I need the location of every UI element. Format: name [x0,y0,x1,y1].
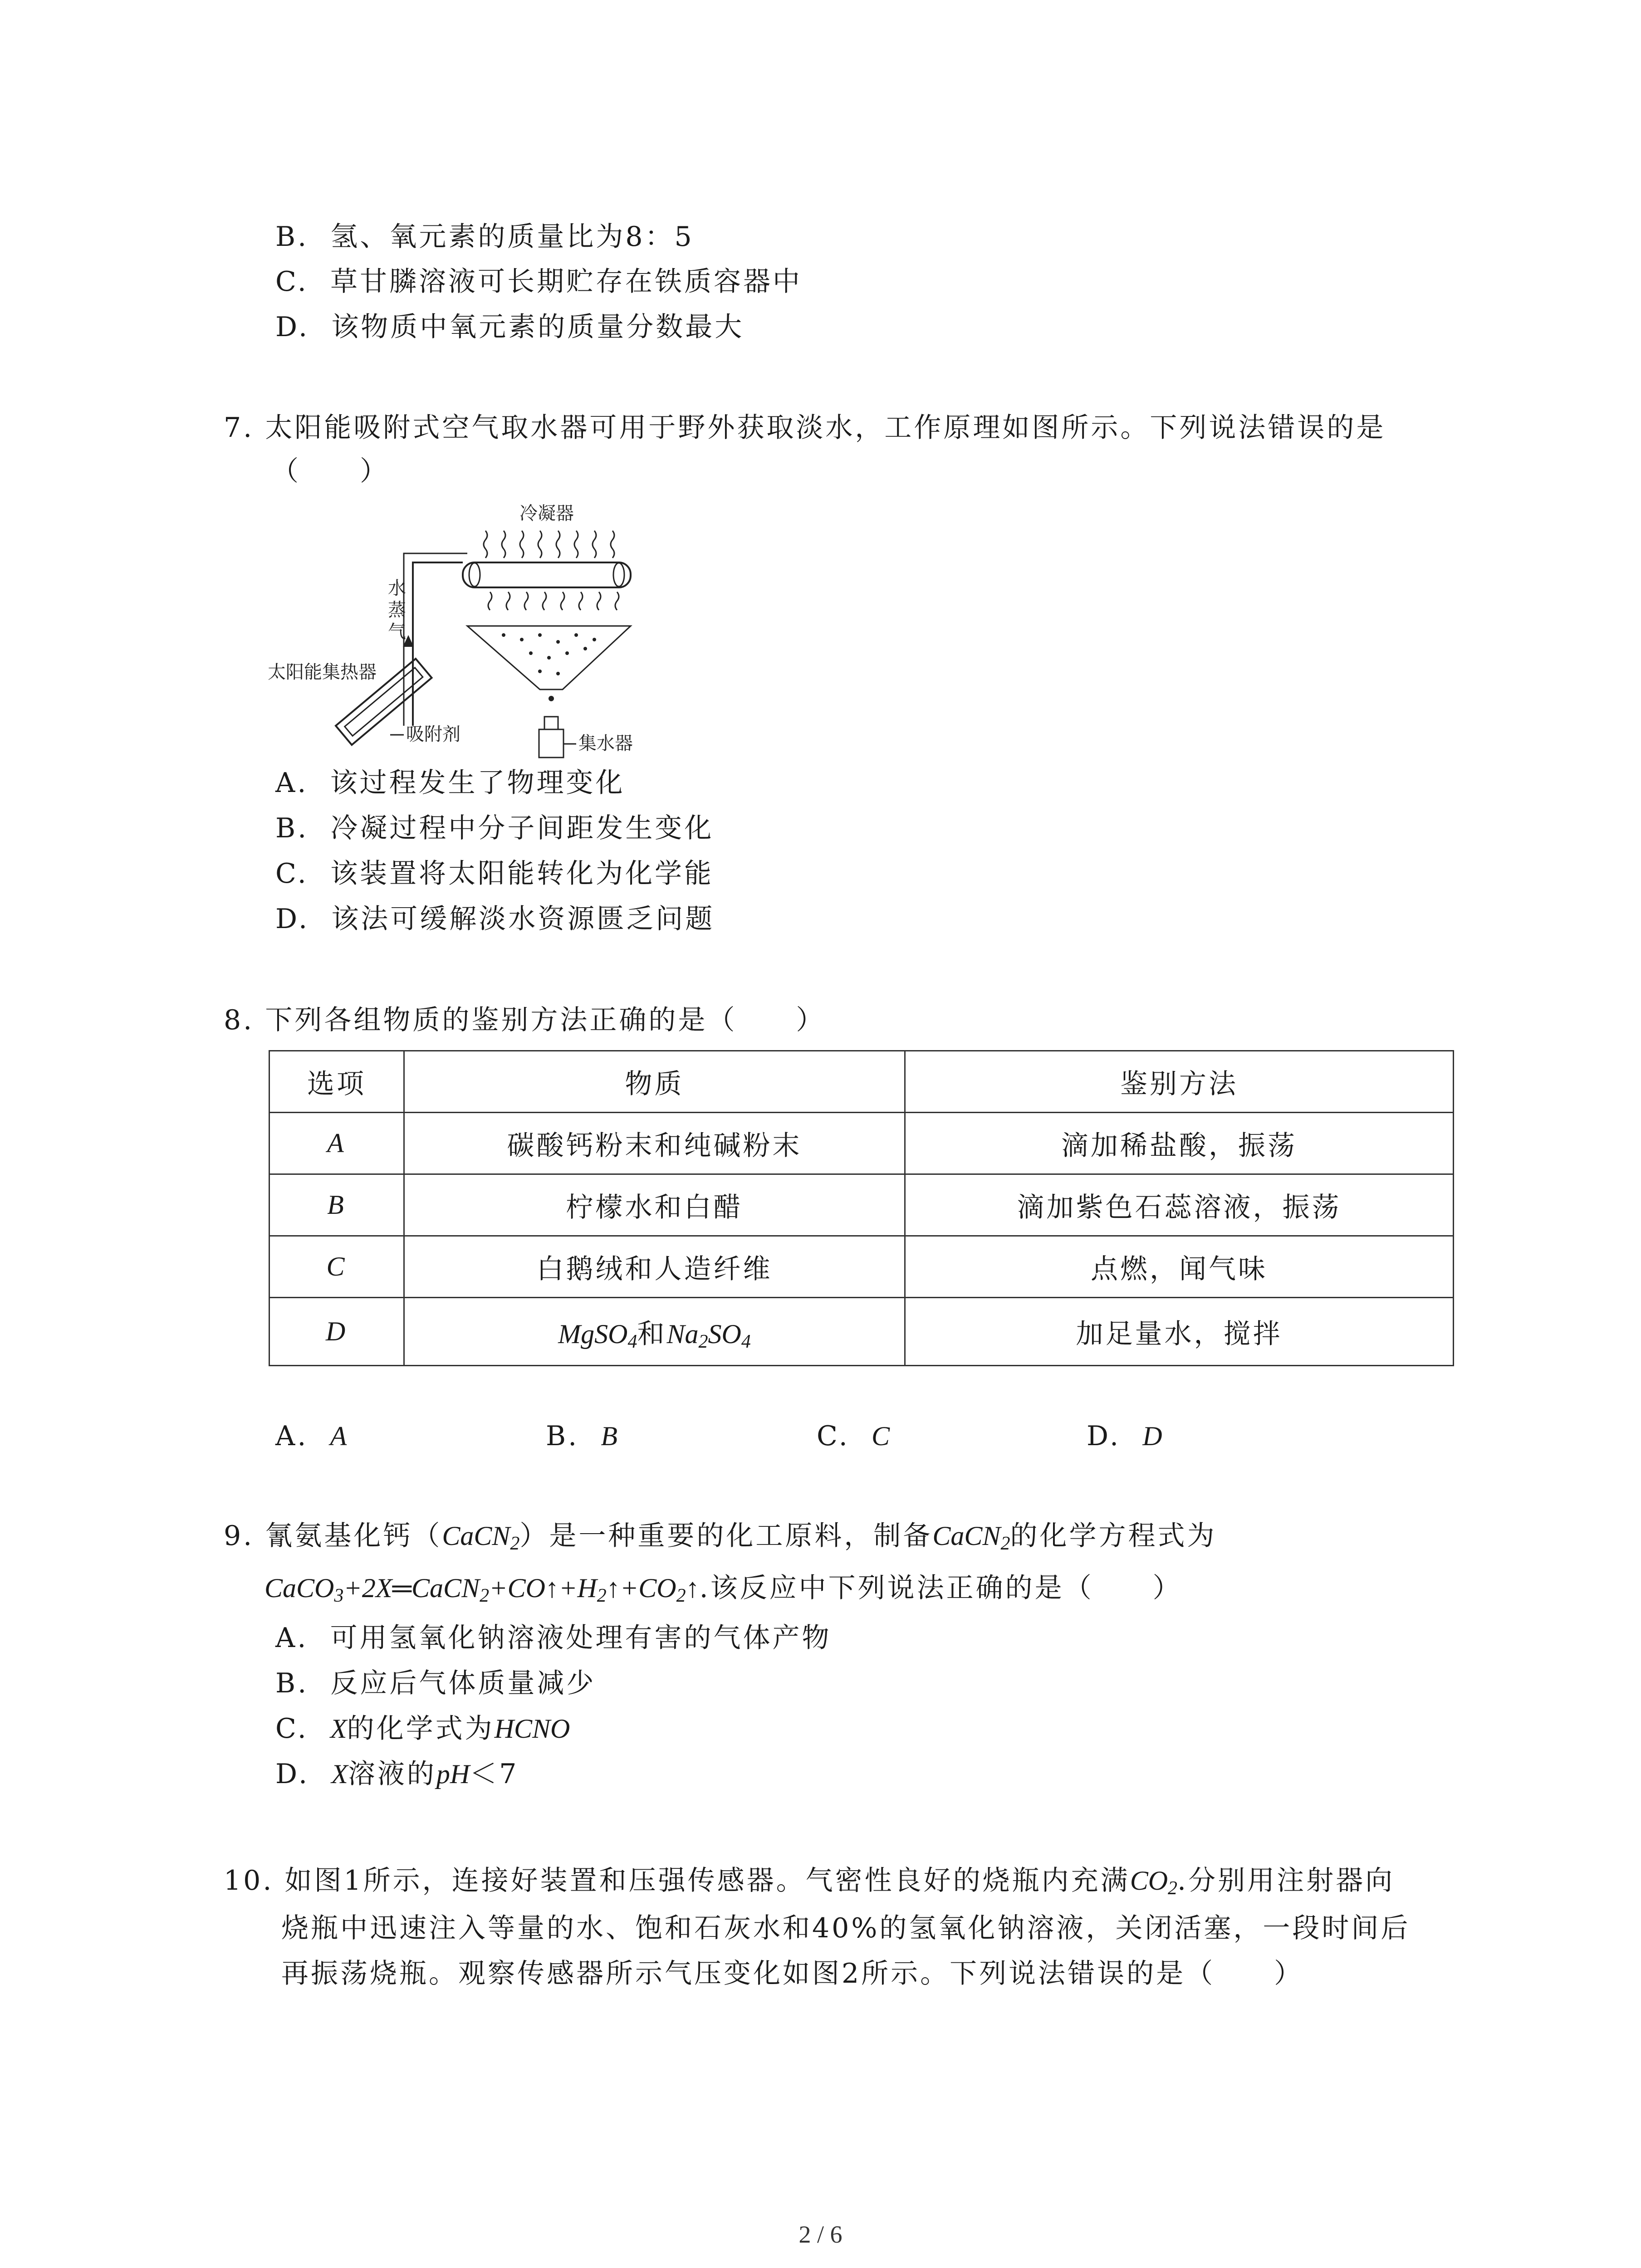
cell-option: A [269,1113,404,1174]
cell-substance: 碳酸钙粉末和纯碱粉末 [404,1113,905,1174]
water-collector-label: 集水器 [578,733,633,754]
q6-option-d: D. 该物质中氧元素的质量分数最大 [275,311,745,343]
table-row [269,1113,1454,1174]
q7-stem-line2: （ ） [271,455,389,487]
cell-option: B [269,1174,404,1236]
cell-substance: 白鹅绒和人造纤维 [404,1236,905,1298]
q9-option-b: B. 反应后气体质量减少 [275,1667,596,1699]
table-row [269,1298,1454,1366]
cell-method: 点燃，闻气味 [905,1236,1454,1298]
cell-method: 滴加紫色石蕊溶液，振荡 [905,1174,1454,1236]
q8-choice-a: A. A [275,1420,347,1452]
q9-option-d: D. X溶液的pH＜7 [275,1758,519,1790]
solar-collector-label: 太阳能集热器 [268,662,377,683]
q7-option-b: B. 冷凝过程中分子间距发生变化 [275,812,714,844]
water-droplets [502,633,596,701]
cell-method: 加足量水，搅拌 [905,1298,1454,1366]
q8-choice-d: D. D [1087,1420,1162,1452]
water-harvester-diagram [268,499,640,762]
vapor-label-3: 气 [388,621,406,642]
q6-option-b: B. 氢、氧元素的质量比为8：5 [275,221,694,253]
cooling-lines-top [484,531,614,558]
vapor-pipe [413,562,463,726]
page-number: 2 / 6 [798,2221,843,2248]
q8-choice-c: C. C [817,1420,890,1452]
water-collector-bottle [539,729,563,758]
cooling-lines-bottom [488,592,619,610]
q10-line1: 10. 如图1所示，连接好装置和压强传感器。气密性良好的烧瓶内充满$CO_2$.分别用注射器向 [224,1865,1395,1899]
q7-option-d: D. 该法可缓解淡水资源匮乏问题 [275,903,715,935]
vapor-label-2: 蒸 [388,600,406,621]
cell-option: C [269,1236,404,1298]
vapor-label-1: 水 [388,578,406,599]
condenser-label: 冷凝器 [519,503,574,524]
cell-method: 滴加稀盐酸，振荡 [905,1113,1454,1174]
q6-option-c: C. 草甘膦溶液可长期贮存在铁质容器中 [275,266,802,298]
condenser-tube [463,562,631,587]
header-option: 选项 [269,1051,404,1113]
q9-option-c: C. X的化学式为HCNO [275,1713,570,1745]
q8-stem: 8. 下列各组物质的鉴别方法正确的是（ ） [224,1004,826,1036]
table-header-row [269,1051,1454,1113]
q7-stem-line1: 7. 太阳能吸附式空气取水器可用于野外获取淡水，工作原理如图所示。下列说法错误的是 [224,412,1386,444]
cell-option: D [269,1298,404,1366]
q9-option-a: A. 可用氢氧化钠溶液处理有害的气体产物 [275,1622,832,1654]
header-substance: 物质 [404,1051,905,1113]
q8-choice-b: B. B [546,1420,617,1452]
q8-table [269,1050,1454,1366]
q7-option-a: A. 该过程发生了物理变化 [275,767,625,799]
q9-equation: $CaCO_3+2X═CaCN_2+CO↑+H_2↑+CO_2↑$.该反应中下列说法正确的是（ ） [265,1572,1182,1606]
cell-substance: 柠檬水和白醋 [404,1174,905,1236]
adsorbent-label: 吸附剂 [406,724,460,745]
q10-line3: 再振荡烧瓶。观察传感器所示气压变化如图2所示。下列说法错误的是（ ） [281,1958,1304,1989]
q9-stem-line1: 9. 氰氨基化钙（CaCN$_2$）是一种重要的化工原料，制备CaCN$_2$的化学方程式为 [224,1520,1217,1554]
header-method: 鉴别方法 [905,1051,1454,1113]
q10-line2: 烧瓶中迅速注入等量的水、饱和石灰水和40%的氢氧化钠溶液，关闭活塞，一段时间后 [281,1912,1411,1944]
table-row [269,1236,1454,1298]
q7-option-c: C. 该装置将太阳能转化为化学能 [275,858,714,890]
cell-substance: MgSO$_4$和$Na_2SO_4$ [404,1298,905,1366]
table-row [269,1174,1454,1236]
